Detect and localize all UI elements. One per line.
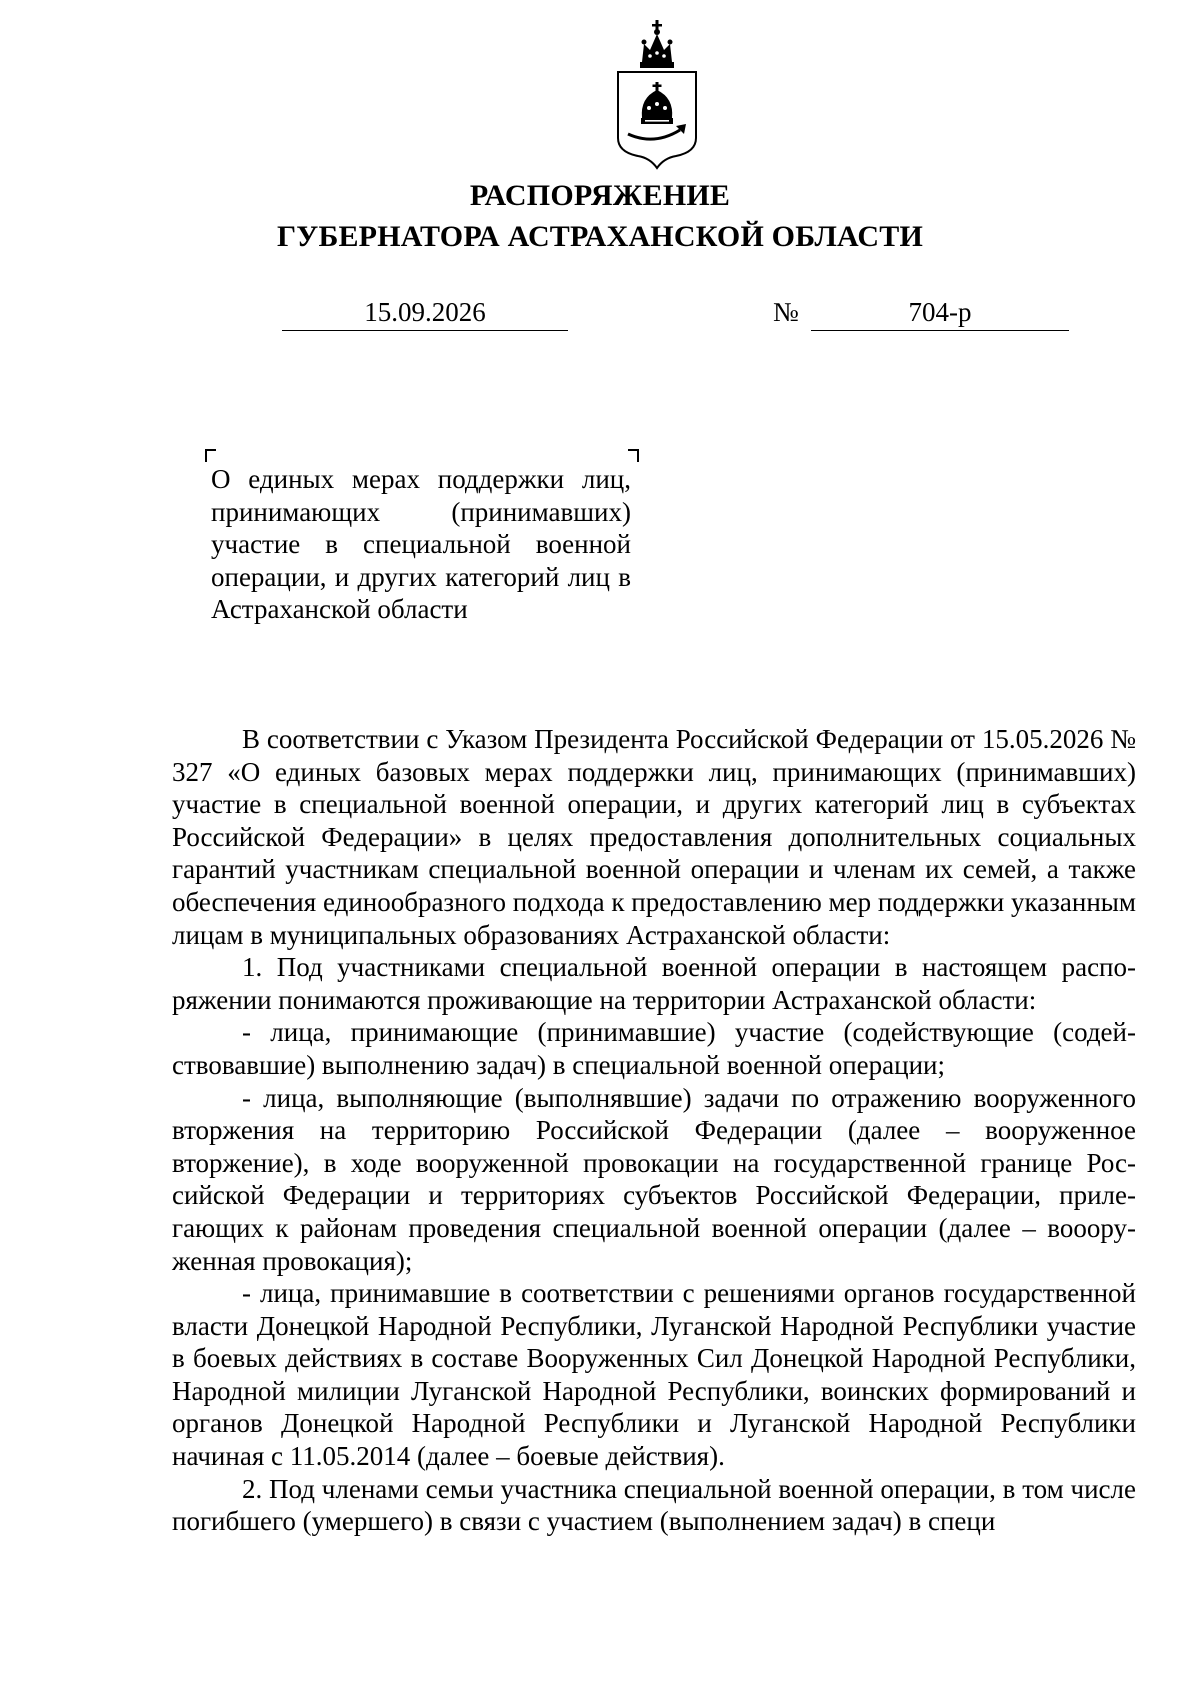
body-paragraph: - лица, принимавшие в соответствии с решениями органов государственной власти Донецкой Народной Республики, Луганской Народной Республики участие в боевых действиях в составе Вооруженных Сил Донецкой Народной Республики, Народной милиции Луганской Народной Республики, воинских формирований и органов Донецкой Народной Республики и Луганской Народной Республики начиная с 11.05.2014 (далее – боевые действия). <box>172 1278 1136 1472</box>
coat-of-arms-icon <box>614 20 700 170</box>
body-paragraph: - лица, принимающие (принимавшие) участие (содействующие (содействовавшие) выполнению задач) в специальной военной операции; <box>172 1017 1136 1080</box>
subject-corner-left-mark <box>205 449 216 462</box>
document-body <box>172 723 1136 1538</box>
document-type-title: РАСПОРЯЖЕНИЕ <box>469 179 731 212</box>
body-paragraph: 2. Под членами семьи участника специальной военной операции, в том числе погибшего (умершего) в связи с участием (выполнением задач) в специ <box>172 1473 1136 1537</box>
body-paragraph: 1. Под участниками специальной военной операции в настоящем распоряжении понимаются проживающие на территории Астраханской области: <box>172 952 1136 1015</box>
body-paragraph: В соответствии с Указом Президента Российской Федерации от 15.05.2026 № 327 «О единых базовых мерах поддержки лиц, принимающих (принимавших) участие в специальной военной операции, и других категорий лиц в субъектах Российской Федерации» в целях предоставления дополнительных социальных гарантий участникам специальной военной операции и членам их семей, а также обеспечения единообразного подхода к предоставлению мер поддержки указанным лицам в муниципальных образованиях Астраханской области: <box>172 724 1136 950</box>
document-number: 704-р <box>811 294 1069 331</box>
issuer-title: ГУБЕРНАТОРА АСТРАХАНСКОЙ ОБЛАСТИ <box>276 220 924 253</box>
subject-corner-right-mark <box>628 449 639 462</box>
document-date: 15.09.2026 <box>282 294 568 331</box>
document-subject: О единых мерах поддержки лиц, принимающих (принимавших) участие в специальной военной операции, и других категорий лиц в Астраханской области <box>211 464 631 624</box>
body-paragraph: - лица, выполняющие (выполнявшие) задачи по отражению вооруженного вторжения на территорию Российской Федерации (далее – вооруженное вторжение), в ходе вооруженной провокации на государственной границе Российской Федерации и территориях субъектов Российской Федерации, прилегающих к районам проведения специальной военной операции (далее – воооруженная провокация); <box>172 1082 1136 1276</box>
number-sign: № <box>773 297 799 327</box>
